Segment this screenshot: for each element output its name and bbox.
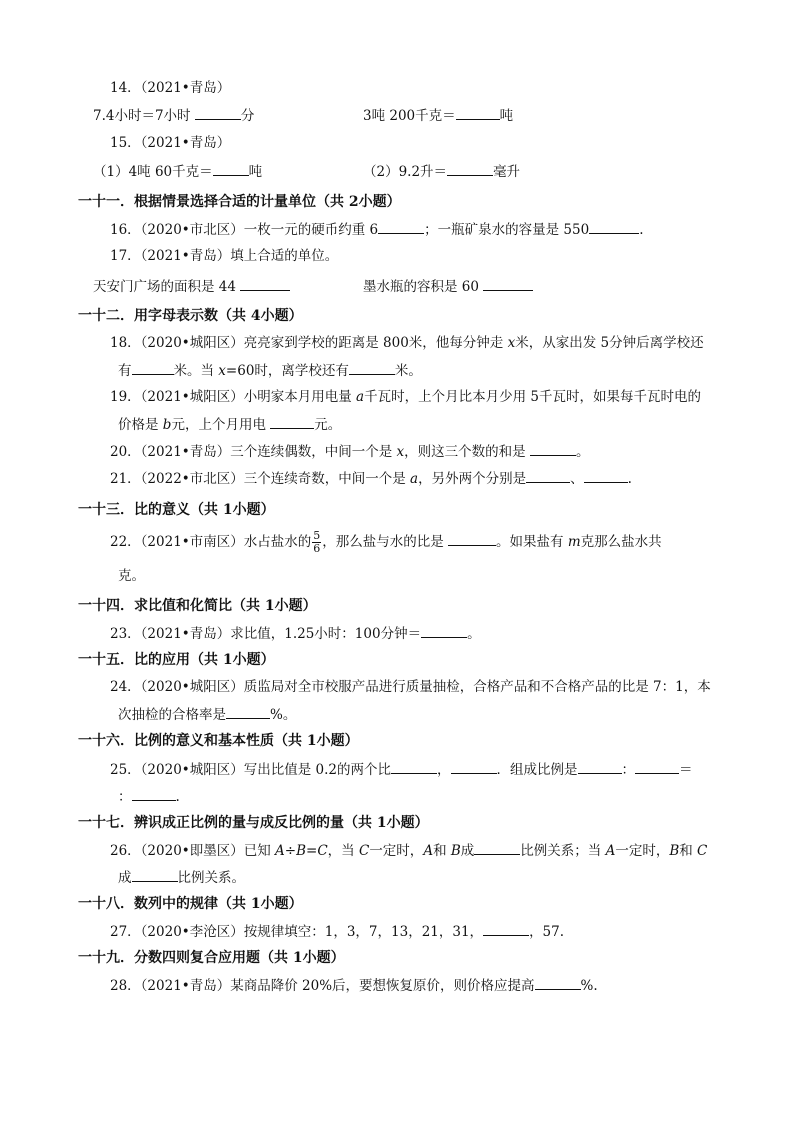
answer-blank[interactable] <box>421 623 467 638</box>
answer-blank[interactable] <box>132 786 176 801</box>
answer-blank[interactable] <box>132 867 178 882</box>
answer-blank[interactable] <box>456 105 500 120</box>
answer-blank[interactable] <box>451 759 497 774</box>
q14-header: 14．（2021•青岛） <box>110 80 231 96</box>
q20: 20．（2021•青岛）三个连续偶数，中间一个是 x，则这三个数的和是 。 <box>110 441 589 462</box>
answer-blank[interactable] <box>378 219 424 234</box>
q27: 27．（2020•李沧区）按规律填空：1，3，7，13，21，31， ，57. <box>110 921 564 942</box>
answer-blank[interactable] <box>483 276 533 291</box>
q25-line1: 25．（2020•城阳区）写出比值是 0.2的两个比 ， ．组成比例是 ： ＝ <box>110 759 693 780</box>
section-heading: 一十七．辨识成正比例的量与成反比例的量（共 1小题） <box>78 815 429 831</box>
q25-line2: ： . <box>118 786 180 807</box>
q18-line2: 有 米。当 x=60时，离学校还有 米。 <box>118 360 422 381</box>
q14-b: 3吨 200千克＝ 吨 <box>363 105 513 126</box>
q16: 16．（2020•市北区）一枚一元的硬币约重 6 ；一瓶矿泉水的容量是 550 . <box>110 219 644 240</box>
q28: 28．（2021•青岛）某商品降价 20%后，要想恢复原价，则价格应提高 %. <box>110 975 598 996</box>
q24-line1: 24．（2020•城阳区）质监局对全市校服产品进行质量抽检，合格产品和不合格产品的比是 7：1，本 <box>110 679 711 695</box>
q19-line1: 19．（2021•城阳区）小明家本月用电量 a千瓦时，上个月比本月少用 5千瓦时，如果每千瓦时电的 <box>110 389 701 405</box>
section-heading: 一十一．根据情景选择合适的计量单位（共 2小题） <box>78 194 401 210</box>
q22-line2: 克。 <box>118 568 145 584</box>
answer-blank[interactable] <box>447 161 493 176</box>
q15-b: （2）9.2升＝ 毫升 <box>363 161 520 182</box>
q19-line2: 价格是 b元，上个月用电 元。 <box>118 414 341 435</box>
q18-line1: 18．（2020•城阳区）亮亮家到学校的距离是 800米，他每分钟走 x米，从家出发 5分钟后离学校还 <box>110 335 704 351</box>
q26-line1: 26．（2020•即墨区）已知 A÷B=C，当 C一定时，A和 B成 比例关系；当 A一定时，B和 C <box>110 840 707 861</box>
q17-header: 17．（2021•青岛）填上合适的单位。 <box>110 248 339 264</box>
answer-blank[interactable] <box>391 759 437 774</box>
answer-blank[interactable] <box>270 414 314 429</box>
q23: 23．（2021•青岛）求比值，1.25小时：100分钟＝ 。 <box>110 623 481 644</box>
answer-blank[interactable] <box>635 759 679 774</box>
section-heading: 一十五．比的应用（共 1小题） <box>78 652 275 668</box>
section-heading: 一十九．分数四则复合应用题（共 1小题） <box>78 950 345 966</box>
section-heading: 一十八．数列中的规律（共 1小题） <box>78 896 303 912</box>
answer-blank[interactable] <box>535 975 581 990</box>
answer-blank[interactable] <box>526 468 570 483</box>
answer-blank[interactable] <box>474 840 520 855</box>
answer-blank[interactable] <box>589 219 639 234</box>
section-heading: 一十三．比的意义（共 1小题） <box>78 502 275 518</box>
q26-line2: 成 比例关系。 <box>118 867 245 888</box>
q21: 21．（2022•市北区）三个连续奇数，中间一个是 a，另外两个分别是 、 . <box>110 468 632 489</box>
answer-blank[interactable] <box>448 531 496 546</box>
answer-blank[interactable] <box>132 360 174 375</box>
q24-line2: 次抽检的合格率是 %。 <box>118 704 296 725</box>
answer-blank[interactable] <box>240 276 290 291</box>
section-heading: 一十六．比例的意义和基本性质（共 1小题） <box>78 733 359 749</box>
answer-blank[interactable] <box>349 360 395 375</box>
q22-line1: 22．（2021•市南区）水占盐水的 $\frac{5}{6}$ ，那么盐与水的比是 。如果盐有 m克那么盐水共 <box>110 529 662 555</box>
answer-blank[interactable] <box>195 105 241 120</box>
answer-blank[interactable] <box>213 161 249 176</box>
fraction: $\frac{5}{6}$ <box>313 529 321 555</box>
q15-a: （1）4吨 60千克＝ 吨 <box>93 161 262 182</box>
q17-a: 天安门广场的面积是 44 <box>93 276 290 297</box>
section-heading: 一十四．求比值和化简比（共 1小题） <box>78 598 317 614</box>
answer-blank[interactable] <box>226 704 270 719</box>
answer-blank[interactable] <box>578 759 622 774</box>
answer-blank[interactable] <box>483 921 529 936</box>
q15-header: 15．（2021•青岛） <box>110 135 231 151</box>
q17-b: 墨水瓶的容积是 60 <box>363 276 533 297</box>
answer-blank[interactable] <box>584 468 628 483</box>
section-heading: 一十二．用字母表示数（共 4小题） <box>78 308 303 324</box>
q14-a: 7.4小时＝7小时 分 <box>93 105 254 126</box>
answer-blank[interactable] <box>530 441 576 456</box>
